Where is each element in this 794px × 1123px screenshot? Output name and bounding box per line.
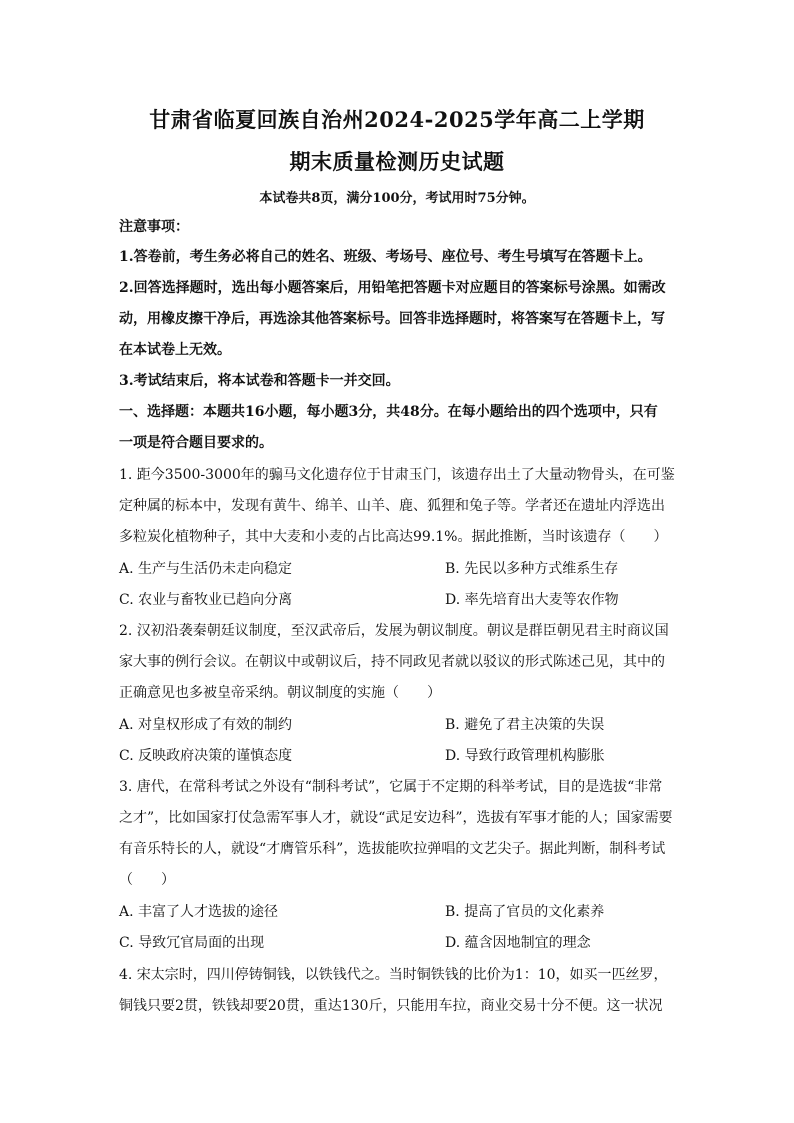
question-3-option-d: D. 蕴含因地制宜的理念 (445, 935, 591, 951)
question-1-line-1: 1. 距今3500-3000年的骟马文化遗存位于甘肃玉门，该遗存出土了大量动物骨头，在可鉴 (119, 467, 675, 483)
exam-info: 本试卷共8页，满分100分，考试用时75分钟。 (259, 191, 535, 206)
question-3-line-4: （ ） (119, 872, 175, 888)
question-3-option-c: C. 导致冗官局面的出现 (119, 935, 265, 951)
question-1-option-a: A. 生产与生活仍未走向稳定 (119, 561, 293, 577)
question-3-line-2: 之才”，比如国家打仗急需军事人才，就设“武足安边科”，选拔有军事才能的人；国家需要 (119, 810, 673, 826)
exam-title: 甘肃省临夏回族自治州2024-2025学年高二上学期 (149, 107, 645, 132)
question-3-line-3: 有音乐特长的人，就设“才膺管乐科”，选拔能吹拉弹唱的文艺尖子。据此判断，制科考试 (119, 841, 666, 857)
notice-heading: 注意事项： (119, 219, 189, 235)
question-4-line-2: 铜钱只要2贯，铁钱却要20贯，重达130斤，只能用车拉，商业交易十分不便。这一状况 (119, 998, 663, 1014)
question-1-option-d: D. 率先培育出大麦等农作物 (445, 592, 619, 608)
question-2-line-3: 正确意见也多被皇帝采纳。朝议制度的实施（ ） (119, 685, 441, 701)
notice-item-1: 1.答卷前，考生务必将自己的姓名、班级、考场号、座位号、考生号填写在答题卡上。 (119, 249, 652, 265)
section-heading-line-2: 一项是符合题目要求的。 (119, 435, 273, 451)
question-2-option-a: A. 对皇权形成了有效的制约 (119, 717, 293, 733)
question-1-option-c: C. 农业与畜牧业已趋向分离 (119, 592, 293, 608)
notice-item-2-line-2: 动，用橡皮擦干净后，再选涂其他答案标号。回答非选择题时，将答案写在答题卡上，写 (119, 311, 665, 327)
question-2-option-c: C. 反映政府决策的谨慎态度 (119, 748, 293, 764)
notice-item-3: 3.考试结束后，将本试卷和答题卡一并交回。 (119, 373, 400, 389)
section-heading-line-1: 一、选择题：本题共16小题，每小题3分，共48分。在每小题给出的四个选项中，只有 (119, 404, 658, 420)
question-3-option-b: B. 提高了官员的文化素养 (445, 904, 605, 920)
question-3-option-a: A. 丰富了人才选拔的途径 (119, 904, 279, 920)
question-1-line-2: 定种属的标本中，发现有黄牛、绵羊、山羊、鹿、狐狸和兔子等。学者还在遗址内浮选出 (119, 498, 665, 514)
question-1-line-3: 多粒炭化植物种子，其中大麦和小麦的占比高达99.1%。据此推断，当时该遗存（ ） (119, 529, 668, 545)
notice-item-2-line-1: 2.回答选择题时，选出每小题答案后，用铅笔把答题卡对应题目的答案标号涂黑。如需改 (119, 280, 666, 296)
question-3-line-1: 3. 唐代，在常科考试之外设有“制科考试”，它属于不定期的科举考试，目的是选拔“非常 (119, 779, 663, 795)
exam-subtitle: 期末质量检测历史试题 (289, 149, 505, 174)
question-1-option-b: B. 先民以多种方式维系生存 (445, 561, 619, 577)
question-2-option-d: D. 导致行政管理机构膨胀 (445, 748, 605, 764)
question-2-line-1: 2. 汉初沿袭秦朝廷议制度，至汉武帝后，发展为朝议制度。朝议是群臣朝见君主时商议国 (119, 623, 669, 639)
question-4-line-1: 4. 宋太宗时，四川停铸铜钱，以铁钱代之。当时铜铁钱的比价为1：10，如买一匹丝罗， (119, 967, 668, 983)
question-2-line-2: 家大事的例行会议。在朝议中或朝议后，持不同政见者就以驳议的形式陈述己见，其中的 (119, 654, 665, 670)
notice-item-2-line-3: 在本试卷上无效。 (119, 342, 231, 358)
question-2-option-b: B. 避免了君主决策的失误 (445, 717, 605, 733)
